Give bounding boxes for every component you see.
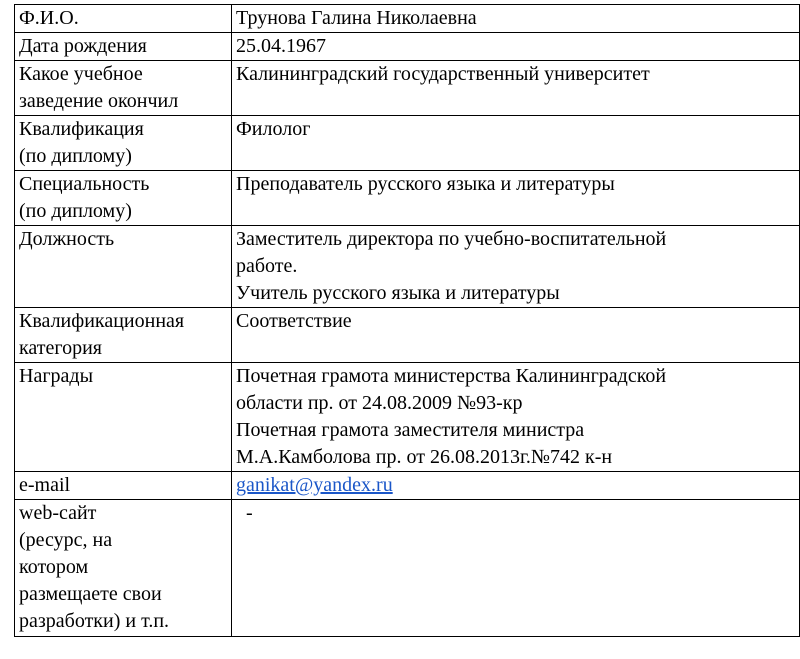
value-email	[232, 472, 800, 500]
label-email-line: e-mail	[19, 474, 71, 496]
label-specialty-line-2: (по диплому)	[19, 200, 132, 222]
label-email	[15, 472, 232, 500]
value-awards	[232, 363, 800, 472]
value-website	[232, 500, 800, 637]
label-category	[15, 308, 232, 363]
row-specialty	[15, 171, 800, 226]
value-website-line: -	[246, 502, 253, 524]
label-website	[15, 500, 232, 637]
row-fio	[15, 5, 800, 33]
value-awards-line-2: области пр. от 24.08.2009 №93-кр	[236, 392, 523, 414]
label-qualification	[15, 116, 232, 171]
value-position-line-1: Заместитель директора по учебно-воспитательной	[236, 228, 667, 250]
label-education	[15, 61, 232, 116]
value-category-line: Соответствие	[236, 310, 352, 332]
row-awards	[15, 363, 800, 472]
label-awards-line: Награды	[19, 365, 94, 387]
row-qualification	[15, 116, 800, 171]
label-qualification-line-1: Квалификация	[19, 118, 144, 140]
value-specialty	[232, 171, 800, 226]
value-qualification	[232, 116, 800, 171]
value-specialty-line: Преподаватель русского языка и литературы	[236, 173, 615, 195]
value-fio	[232, 5, 800, 33]
value-position-line-3: Учитель русского языка и литературы	[236, 282, 560, 304]
label-education-line-1: Какое учебное	[19, 63, 143, 85]
value-birthdate	[232, 33, 800, 61]
row-email	[15, 472, 800, 500]
row-website	[15, 500, 800, 637]
value-education-line: Калининградский государственный университет	[236, 63, 650, 85]
email-link[interactable]: ganikat@yandex.ru	[236, 474, 393, 496]
label-position-line: Должность	[19, 228, 115, 250]
value-awards-line-4: М.А.Камболова пр. от 26.08.2013г.№742 к-н	[236, 446, 613, 468]
label-awards	[15, 363, 232, 472]
value-category	[232, 308, 800, 363]
label-website-line-4: размещаете свои	[19, 583, 162, 605]
row-category	[15, 308, 800, 363]
row-birthdate	[15, 33, 800, 61]
label-birthdate	[15, 33, 232, 61]
value-position-line-2: работе.	[236, 255, 298, 277]
label-category-line-1: Квалификационная	[19, 310, 185, 332]
label-qualification-line-2: (по диплому)	[19, 145, 132, 167]
label-website-line-1: web-сайт	[19, 502, 97, 524]
value-position	[232, 226, 800, 308]
label-specialty	[15, 171, 232, 226]
profile-table	[14, 4, 800, 637]
value-education	[232, 61, 800, 116]
label-fio-line: Ф.И.О.	[19, 7, 79, 29]
label-website-line-3: котором	[19, 556, 89, 578]
row-education	[15, 61, 800, 116]
value-birthdate-line: 25.04.1967	[236, 35, 326, 57]
row-position	[15, 226, 800, 308]
value-awards-line-3: Почетная грамота заместителя министра	[236, 419, 585, 441]
value-awards-line-1: Почетная грамота министерства Калининградской	[236, 365, 667, 387]
label-education-line-2: заведение окончил	[19, 90, 179, 112]
value-qualification-line: Филолог	[236, 118, 311, 140]
label-specialty-line-1: Специальность	[19, 173, 150, 195]
value-fio-line: Трунова Галина Николаевна	[236, 7, 477, 29]
label-fio	[15, 5, 232, 33]
label-birthdate-line: Дата рождения	[19, 35, 147, 57]
label-website-line-2: (ресурс, на	[19, 529, 113, 551]
label-position	[15, 226, 232, 308]
label-category-line-2: категория	[19, 337, 102, 359]
label-website-line-5: разработки) и т.п.	[19, 610, 170, 632]
